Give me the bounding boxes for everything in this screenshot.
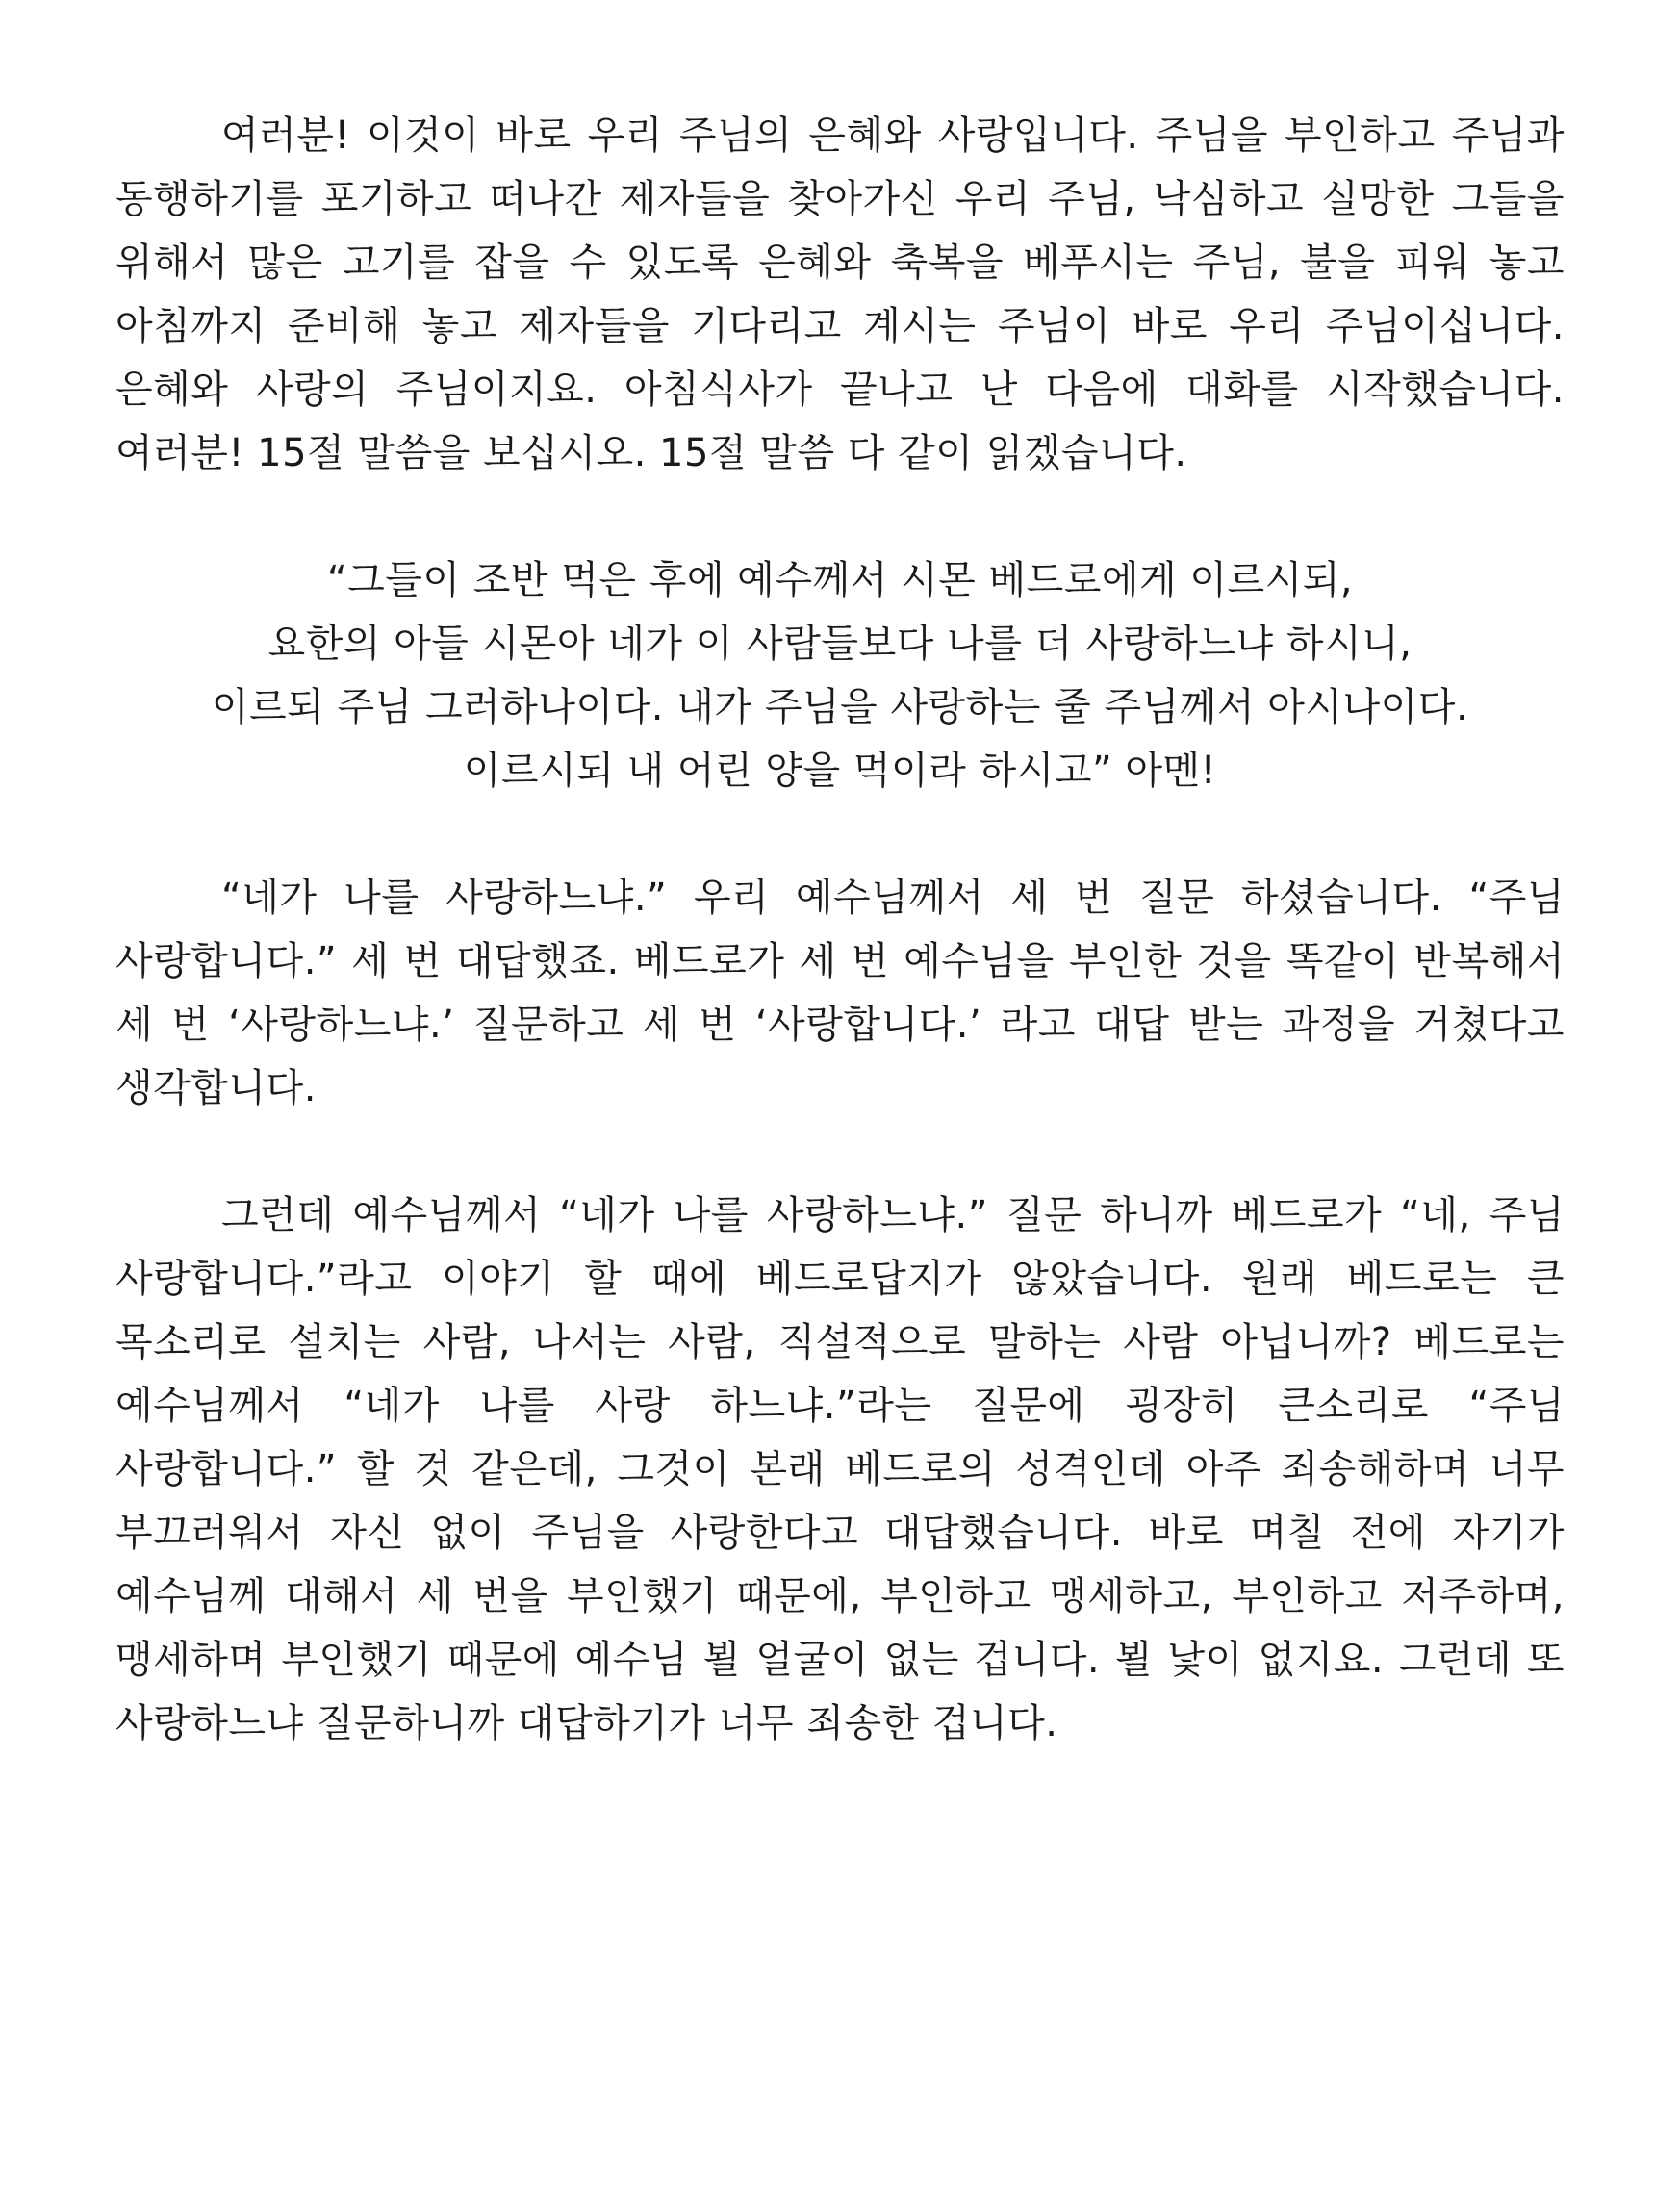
paragraph-question: “네가 나를 사랑하느냐.” 우리 예수님께서 세 번 질문 하셨습니다. “주님 사랑합니다.” 세 번 대답했죠. 베드로가 세 번 예수님을 부인한 것을 똑같이 반복해서 세 번 ‘사랑하느냐.’ 질문하고 세 번 ‘사랑합니다.’ 라고 대답 받는 과정을 거쳤다고 생각합니다. [115,876,1565,1110]
quote-line: 요한의 아들 시몬아 네가 이 사람들보다 나를 더 사랑하느냐 하시니, [267,622,1413,666]
quote-line: “그들이 조반 먹은 후에 예수께서 시몬 베드로에게 이르시되, [326,558,1354,602]
paragraph-gap [115,802,1565,866]
paragraph-gap [115,1120,1565,1184]
quote-line: 이르시되 내 어린 양을 먹이라 하시고” 아멘! [463,749,1217,793]
paragraph-intro: 여러분! 이것이 바로 우리 주님의 은혜와 사랑입니다. 주님을 부인하고 주님과 동행하기를 포기하고 떠나간 제자들을 찾아가신 우리 주님, 낙심하고 실망한 그들을 위해서 많은 고기를 잡을 수 있도록 은혜와 축복을 베푸시는 주님, 불을 피워 놓고 아침까지 준비해 놓고 제자들을 기다리고 계시는 주님이 바로 우리 주님이십니다. 은혜와 사랑의 주님이지요. 아침식사가 끝나고 난 다음에 대화를 시작했습니다. 여러분! 15절 말씀을 보십시오. 15절 말씀 다 같이 읽겠습니다. [115,114,1565,475]
paragraph-peter: 그런데 예수님께서 “네가 나를 사랑하느냐.” 질문 하니까 베드로가 “네, 주님 사랑합니다.”라고 이야기 할 때에 베드로답지가 않았습니다. 원래 베드로는 큰 목소리로 설치는 사람, 나서는 사람, 직설적으로 말하는 사람 아닙니까? 베드로는 예수님께서 “네가 나를 사랑 하느냐.”라는 질문에 굉장히 큰소리로 “주님 사랑합니다.” 할 것 같은데, 그것이 본래 베드로의 성격인데 아주 죄송해하며 너무 부끄러워서 자신 없이 주님을 사랑한다고 대답했습니다. 바로 며칠 전에 자기가 예수님께 대해서 세 번을 부인했기 때문에, 부인하고 맹세하고, 부인하고 저주하며, 맹세하며 부인했기 때문에 예수님 뵐 얼굴이 없는 겁니다. 뵐 낯이 없지요. 그런데 또 사랑하느냐 질문하니까 대답하기가 너무 죄송한 겁니다. [115,1193,1565,1745]
scripture-quote [115,548,1565,802]
quote-line: 이르되 주님 그러하나이다. 내가 주님을 사랑하는 줄 주님께서 아시나이다. [211,685,1469,729]
paragraph-gap [115,485,1565,548]
sermon-text [115,104,1565,1755]
